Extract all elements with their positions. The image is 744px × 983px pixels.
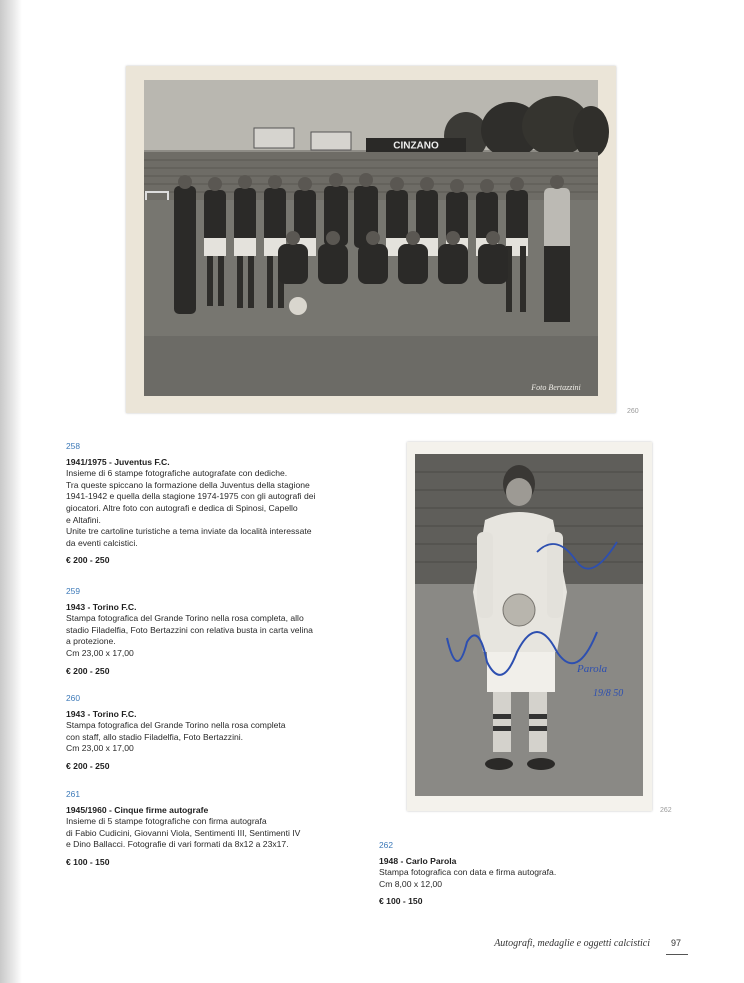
lot-number: 259: [66, 586, 80, 596]
lot-description: Insieme di 5 stampe fotografiche con firma autografa di Fabio Cudicini, Giovanni Viola, Sentimenti III, Sentimenti IV e Dino Ballacci. Fotografie di vari formati da 8x12 a 23x17.: [66, 816, 301, 850]
lot-description: Stampa fotografica con data e firma autografa.: [379, 867, 557, 878]
lot-title: 1945/1960 - Cinque firme autografe: [66, 804, 209, 815]
date-note: 19/8 50: [593, 688, 624, 699]
cinzano-billboard: CINZANO: [393, 140, 439, 152]
portrait-photo-262: [407, 442, 652, 811]
lot-description: Stampa fotografica del Grande Torino nella rosa completa con staff, allo stadio Filadelfia, Foto Bertazzini.: [66, 720, 286, 742]
signature-text: Parola: [577, 663, 608, 675]
lot-title: 1943 - Torino F.C.: [66, 601, 137, 612]
lot-price: € 200 - 250: [66, 665, 110, 676]
lot-number: 262: [379, 840, 393, 850]
lot-price: € 200 - 250: [66, 760, 110, 771]
lot-title: 1948 - Carlo Parola: [379, 855, 457, 866]
lot-dimensions: Cm 8,00 x 12,00: [379, 878, 443, 889]
lot-number: 261: [66, 789, 80, 799]
lot-260: [66, 693, 376, 773]
lot-261: [66, 789, 386, 869]
lot-title: 1943 - Torino F.C.: [66, 708, 137, 719]
lot-dimensions: Cm 23,00 x 17,00: [66, 647, 134, 658]
lot-price: € 200 - 250: [66, 555, 110, 566]
page-number: 97: [671, 938, 682, 948]
lot-number: 258: [66, 441, 80, 451]
lot-price: € 100 - 150: [379, 896, 423, 907]
lot-description: Stampa fotografica del Grande Torino nella rosa completa, allo stadio Filadelfia, Foto Bertazzini con relativa busta in carta velina a protezione.: [66, 613, 313, 647]
lot-262: [379, 840, 679, 908]
lot-258: [66, 441, 376, 567]
footer-rule: [666, 954, 688, 955]
page-gutter-shadow: [0, 0, 22, 983]
running-footer-title: Autografi, medaglie e oggetti calcistici: [494, 938, 650, 949]
photo-number-262: 262: [660, 807, 672, 814]
team-photo-260: [126, 66, 616, 413]
lot-259: [66, 586, 376, 677]
lot-title: 1941/1975 - Juventus F.C.: [66, 456, 170, 467]
lot-number: 260: [66, 693, 80, 703]
photo-credit: Foto Bertazzini: [531, 383, 581, 392]
lot-price: € 100 - 150: [66, 856, 110, 867]
lot-description: Insieme di 6 stampe fotografiche autografate con dediche. Tra queste spiccano la formazione della Juventus della stagione 1941-1942 e quella della stagione 1974-1975 con gli autografi dei giocatori. Altre foto con autografi e dedica di Spinosi, Capello e Altafini. Unite tre cartoline turistiche a tema inviate da località interessate da eventi calcistici.: [66, 468, 316, 548]
lot-dimensions: Cm 23,00 x 17,00: [66, 743, 134, 754]
photo-number-260: 260: [627, 408, 639, 415]
